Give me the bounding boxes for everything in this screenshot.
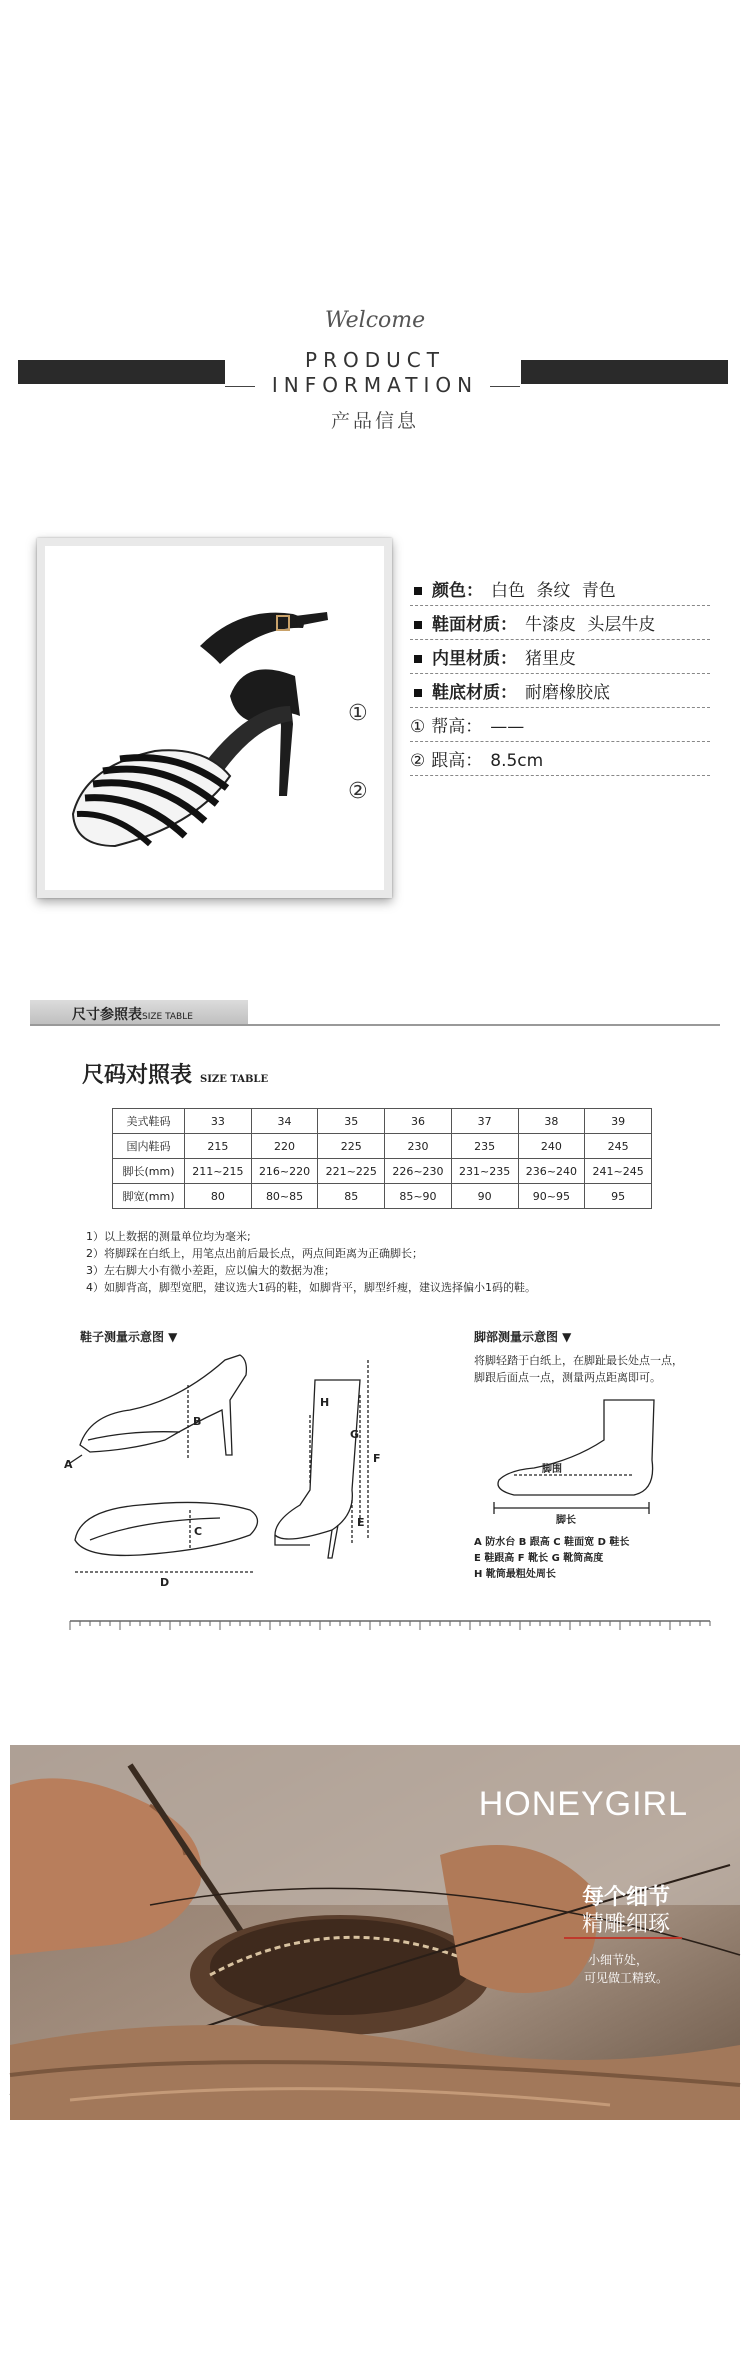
table-cell: 241~245 xyxy=(585,1159,652,1184)
row-label: 美式鞋码 xyxy=(113,1109,185,1134)
spec-value: 牛漆皮 头层牛皮 xyxy=(525,615,656,635)
size-table-title-en: SIZE TABLE xyxy=(200,1074,269,1085)
row-label: 脚宽(mm) xyxy=(113,1184,185,1209)
marker-label: ① xyxy=(410,717,426,737)
table-cell: 230 xyxy=(385,1134,452,1159)
spec-key: 跟高： xyxy=(431,751,483,771)
bullet-icon xyxy=(414,689,422,697)
craftsmanship-photo xyxy=(10,1745,740,2120)
spec-row-heel-height xyxy=(410,742,710,776)
spec-value: 白色 条纹 青色 xyxy=(491,581,616,601)
spec-key: 鞋面材质： xyxy=(432,615,517,635)
spec-value: 8.5cm xyxy=(490,751,544,771)
label-b: B xyxy=(193,1415,202,1428)
table-cell: 38 xyxy=(518,1109,585,1134)
marker-1: ① xyxy=(348,701,368,726)
measurement-notes xyxy=(86,1228,536,1296)
craft-subtext-1: 小细节处， xyxy=(587,1953,648,1967)
marker-2: ② xyxy=(348,779,368,804)
table-cell: 85 xyxy=(318,1184,385,1209)
label-g: G xyxy=(350,1428,360,1441)
table-cell: 80 xyxy=(185,1184,252,1209)
label-a: A xyxy=(64,1458,73,1471)
table-cell: 236~240 xyxy=(518,1159,585,1184)
foot-desc-line: 脚跟后面点一点，测量两点距离即可。 xyxy=(474,1371,661,1384)
table-cell: 37 xyxy=(451,1109,518,1134)
label-h: H xyxy=(320,1396,330,1409)
size-tab-label-en: SIZE TABLE xyxy=(142,1012,193,1022)
shoe-measurement-diagram xyxy=(64,1340,470,1620)
table-cell: 80~85 xyxy=(251,1184,318,1209)
table-cell: 39 xyxy=(585,1109,652,1134)
bullet-icon xyxy=(414,621,422,629)
foot-diagram-title: 脚部测量示意图 ▼ xyxy=(474,1330,572,1344)
divider xyxy=(30,1024,720,1026)
bullet-icon xyxy=(414,587,422,595)
marker-label: ② xyxy=(410,751,426,771)
table-cell: 226~230 xyxy=(385,1159,452,1184)
welcome-script: Welcome xyxy=(324,308,426,333)
shoe-illustration xyxy=(45,546,384,890)
craft-headline-2: 精雕细琢 xyxy=(581,1912,670,1937)
row-label: 国内鞋码 xyxy=(113,1134,185,1159)
label-f: F xyxy=(373,1452,381,1465)
diagram-legend xyxy=(474,1535,629,1583)
spec-row-color xyxy=(410,572,710,606)
note-line: 4）如脚背高，脚型宽肥，建议选大1码的鞋，如脚背平，脚型纤瘦，建议选择偏小1码的鞋。 xyxy=(86,1281,536,1294)
craft-accent-rule xyxy=(564,1937,682,1939)
table-cell: 36 xyxy=(385,1109,452,1134)
table-cell: 90~95 xyxy=(518,1184,585,1209)
product-photo xyxy=(37,538,392,898)
foot-diagram-description xyxy=(474,1352,683,1386)
legend-line: H 靴筒最粗处周长 xyxy=(474,1569,556,1580)
table-cell: 211~215 xyxy=(185,1159,252,1184)
table-row xyxy=(113,1159,652,1184)
legend-line: E 鞋跟高 F 靴长 G 靴筒高度 xyxy=(474,1553,604,1564)
table-cell: 34 xyxy=(251,1109,318,1134)
table-cell: 231~235 xyxy=(451,1159,518,1184)
header-title-line1: PRODUCT xyxy=(305,348,445,372)
size-tab xyxy=(30,1000,248,1026)
spec-list xyxy=(410,572,710,776)
spec-row-lining-material xyxy=(410,640,710,674)
spec-key: 内里材质： xyxy=(432,649,517,669)
foot-desc-line: 将脚轻踏于白纸上，在脚趾最长处点一点， xyxy=(474,1354,683,1367)
table-cell: 220 xyxy=(251,1134,318,1159)
spec-row-upper-material xyxy=(410,606,710,640)
ruler-divider xyxy=(70,1620,710,1632)
spec-key: 帮高： xyxy=(431,717,483,737)
note-line: 1）以上数据的测量单位均为毫米; xyxy=(86,1230,251,1243)
bullet-icon xyxy=(414,655,422,663)
spec-row-sole-material xyxy=(410,674,710,708)
spec-row-shaft-height xyxy=(410,708,710,742)
label-c: C xyxy=(194,1525,203,1538)
row-label: 脚长(mm) xyxy=(113,1159,185,1184)
size-table-title-cn: 尺码对照表 xyxy=(82,1062,193,1088)
size-table-title xyxy=(82,1058,268,1089)
craft-subtext-2: 可见做工精致。 xyxy=(583,1971,668,1985)
spec-value: 猪里皮 xyxy=(525,649,576,669)
spec-value: 耐磨橡胶底 xyxy=(525,683,610,703)
table-cell: 216~220 xyxy=(251,1159,318,1184)
table-row xyxy=(113,1134,652,1159)
table-cell: 85~90 xyxy=(385,1184,452,1209)
note-line: 3）左右脚大小有微小差距，应以偏大的数据为准； xyxy=(86,1264,335,1277)
table-cell: 35 xyxy=(318,1109,385,1134)
table-cell: 225 xyxy=(318,1134,385,1159)
label-e: E xyxy=(357,1516,365,1529)
craft-headline-1: 每个细节 xyxy=(581,1885,670,1910)
foot-length-label: 脚长 xyxy=(556,1515,576,1526)
note-line: 2）将脚踩在白纸上，用笔点出前后最长点，两点间距离为正确脚长； xyxy=(86,1247,423,1260)
table-cell: 240 xyxy=(518,1134,585,1159)
brand-logo: HONEYGIRL xyxy=(478,1785,688,1823)
spec-value: —— xyxy=(490,717,525,737)
table-cell: 215 xyxy=(185,1134,252,1159)
table-cell: 245 xyxy=(585,1134,652,1159)
table-row xyxy=(113,1109,652,1134)
header-title-cn: 产品信息 xyxy=(330,410,419,432)
table-cell: 235 xyxy=(451,1134,518,1159)
table-cell: 221~225 xyxy=(318,1159,385,1184)
legend-line: A 防水台 B 跟高 C 鞋面宽 D 鞋长 xyxy=(474,1537,630,1548)
table-row xyxy=(113,1184,652,1209)
table-cell: 95 xyxy=(585,1184,652,1209)
spec-key: 颜色： xyxy=(432,581,483,601)
foot-girth-label: 脚围 xyxy=(542,1464,562,1475)
header-title-line2: INFORMATION xyxy=(271,373,479,397)
spec-key: 鞋底材质： xyxy=(432,683,517,703)
foot-measurement-diagram xyxy=(474,1390,674,1530)
size-tab-label: 尺寸参照表 xyxy=(72,1007,142,1023)
size-table xyxy=(112,1108,652,1209)
shoe-diagram-title: 鞋子测量示意图 ▼ xyxy=(80,1330,178,1344)
size-section-header xyxy=(30,1000,720,1026)
label-d: D xyxy=(160,1576,170,1589)
table-cell: 33 xyxy=(185,1109,252,1134)
table-cell: 90 xyxy=(451,1184,518,1209)
